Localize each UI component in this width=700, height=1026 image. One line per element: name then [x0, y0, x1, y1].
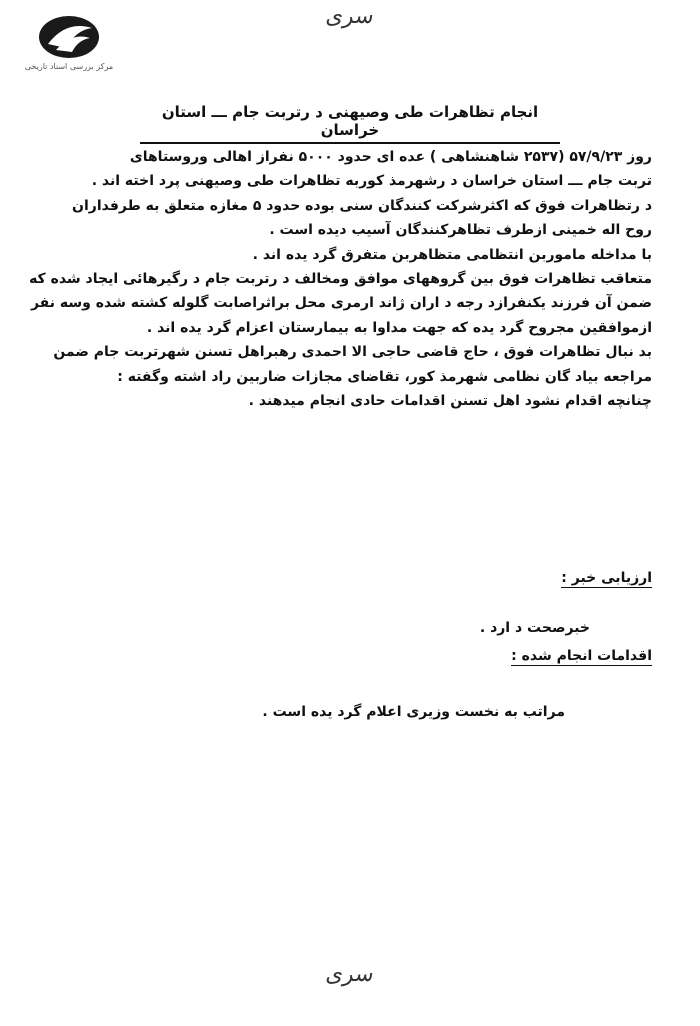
body-line: تربت جام ـــ استان خراسان د رشهرمذ کوربه تظاهرات طی وصیهنی پرد اخته اند . — [91, 173, 652, 190]
body-line: ضمن آن فرزند یکنفرازد رجه د اران ژاند ارمری محل براثراصابت گلوله کشته شده وسه نفر — [30, 295, 652, 312]
actions-label-text: اقدامات انجام شده : — [511, 648, 652, 664]
body-line: روز ۵۷/۹/۲۳ (۲۵۳۷ شاهنشاهی ) عده ای حدود ۵۰۰۰ نفراز اهالی وروستاهای — [129, 149, 652, 165]
body-line: متعاقب تظاهرات فوق بین گروههای موافق ومخالف د رتربت جام د رگیرهائی ایجاد شده که — [29, 271, 652, 288]
document-title: انجام تظاهرات طی وصیهنی د رتربت جام ـــ استان خراسان — [140, 103, 560, 144]
assessment-label — [40, 570, 652, 586]
assessment-label-text: ارزیابی خبر : — [561, 570, 652, 586]
body-line: روح اله خمینی ازطرف تظاهرکنندگان آسیب دیده است . — [269, 222, 652, 239]
archive-caption: مرکز بررسی اسناد تاریخی — [24, 62, 114, 71]
assessment-value: خبرصحت د ارد . — [479, 620, 590, 636]
body-line: چنانچه اقدام نشود اهل تسنن اقدامات حادی انجام میدهند . — [248, 393, 652, 410]
report-body — [25, 145, 652, 413]
body-line: بد نبال تظاهرات فوق ، حاج قاضی حاجی الا احمدی رهبراهل تسنن شهرتربت جام ضمن — [53, 344, 652, 361]
actions-label — [40, 648, 652, 664]
actions-value: مراتب به نخست وزیری اعلام گرد یده است . — [262, 704, 565, 720]
body-line: د رتظاهرات فوق که اکثرشرکت کنندگان سنی بوده حدود ۵ مغازه متعلق به طرفداران — [72, 197, 652, 214]
classification-stamp-bottom: سری — [324, 962, 376, 987]
archive-emblem-icon — [36, 14, 102, 60]
body-line: مراجعه بیاد گان نظامی شهرمذ کور، تقاضای مجازات ضاربین راد اشته وگفته : — [117, 368, 652, 385]
body-line: با مداخله ماموربن انتظامی متظاهربن متفرق گرد یده اند . — [252, 246, 652, 263]
archive-logo — [14, 14, 124, 71]
classification-stamp-top: سری — [324, 4, 376, 29]
body-line: ازموافقین مجروح گرد یده که جهت مداوا به بیمارستان اعزام گرد یده اند . — [146, 319, 652, 336]
